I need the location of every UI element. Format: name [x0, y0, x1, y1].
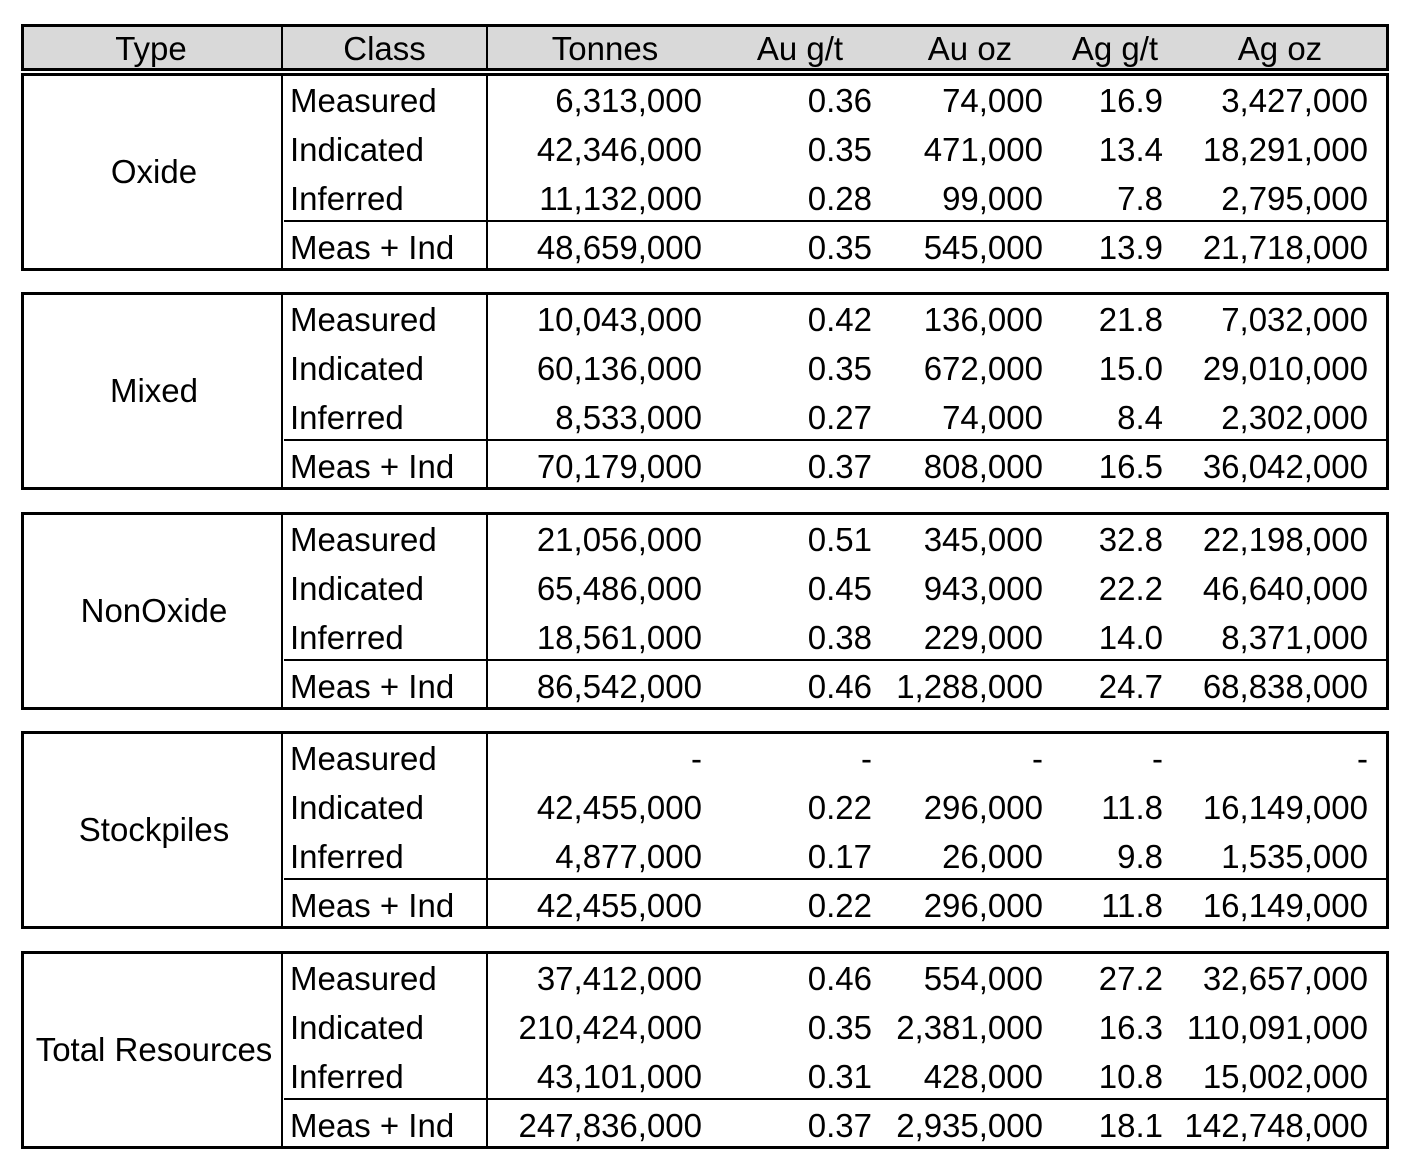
- ag-gt-cell: 11.8: [1101, 789, 1163, 826]
- ag-gt-cell: 32.8: [1098, 521, 1163, 558]
- au-gt-cell: 0.35: [807, 229, 872, 266]
- au-gt-cell: 0.17: [807, 838, 872, 875]
- class-cell: Meas + Ind: [290, 229, 455, 266]
- ag-oz-cell: 16,149,000: [1202, 789, 1368, 826]
- group-stockpiles: [21, 731, 1389, 929]
- tonnes-cell: 60,136,000: [536, 350, 702, 387]
- class-cell: Meas + Ind: [290, 668, 455, 705]
- table-row: [24, 174, 1386, 223]
- class-cell: Indicated: [290, 131, 424, 168]
- au-oz-cell: 99,000: [942, 180, 1043, 217]
- tonnes-cell: 247,836,000: [518, 1107, 702, 1144]
- subtotal-row: [24, 662, 1386, 711]
- ag-gt-cell: 16.5: [1098, 448, 1163, 485]
- subtotal-row: [24, 223, 1386, 272]
- tonnes-cell: 10,043,000: [536, 301, 702, 338]
- ag-oz-cell: 2,795,000: [1221, 180, 1368, 217]
- tonnes-cell: 70,179,000: [536, 448, 702, 485]
- ag-oz-cell: 18,291,000: [1202, 131, 1368, 168]
- au-oz-cell: 554,000: [923, 960, 1043, 997]
- class-cell: Indicated: [290, 570, 424, 607]
- table-row: [24, 734, 1386, 783]
- table-row: [24, 295, 1386, 344]
- ag-oz-cell: 68,838,000: [1202, 668, 1368, 705]
- header-type: Type: [115, 30, 187, 67]
- table-row: [24, 1052, 1386, 1101]
- tonnes-cell: 42,346,000: [536, 131, 702, 168]
- ag-gt-cell: 15.0: [1098, 350, 1163, 387]
- au-gt-cell: 0.27: [807, 399, 872, 436]
- au-gt-cell: 0.35: [807, 131, 872, 168]
- group-oxide: [21, 73, 1389, 271]
- table-row: [24, 954, 1386, 1003]
- class-cell: Measured: [290, 960, 437, 997]
- group-type-label: Mixed: [109, 372, 199, 409]
- au-oz-cell: 74,000: [942, 82, 1043, 119]
- au-oz-cell: 26,000: [942, 838, 1043, 875]
- ag-oz-cell: 16,149,000: [1202, 887, 1368, 924]
- au-oz-cell: 296,000: [923, 789, 1043, 826]
- au-oz-cell: 672,000: [923, 350, 1043, 387]
- table-row: [24, 832, 1386, 881]
- tonnes-cell: 48,659,000: [536, 229, 702, 266]
- group-type-label: Stockpiles: [78, 811, 230, 848]
- au-oz-cell: 808,000: [923, 448, 1043, 485]
- ag-gt-cell: 13.9: [1098, 229, 1163, 266]
- au-gt-cell: 0.51: [807, 521, 872, 558]
- class-cell: Inferred: [290, 180, 404, 217]
- tonnes-cell: 42,455,000: [536, 789, 702, 826]
- table-row: [24, 76, 1386, 125]
- ag-gt-cell: 24.7: [1098, 668, 1163, 705]
- tonnes-cell: 21,056,000: [536, 521, 702, 558]
- ag-oz-cell: 142,748,000: [1184, 1107, 1368, 1144]
- class-cell: Indicated: [290, 350, 424, 387]
- au-oz-cell: 74,000: [942, 399, 1043, 436]
- class-cell: Measured: [290, 521, 437, 558]
- ag-oz-cell: 15,002,000: [1202, 1058, 1368, 1095]
- ag-oz-cell: 29,010,000: [1202, 350, 1368, 387]
- au-gt-cell: 0.36: [807, 82, 872, 119]
- au-oz-cell: 545,000: [923, 229, 1043, 266]
- ag-gt-cell: 27.2: [1098, 960, 1163, 997]
- ag-gt-cell: 8.4: [1117, 399, 1163, 436]
- ag-gt-cell: -: [1152, 740, 1163, 777]
- ag-oz-cell: 2,302,000: [1221, 399, 1368, 436]
- ag-oz-cell: 46,640,000: [1202, 570, 1368, 607]
- tonnes-cell: 43,101,000: [536, 1058, 702, 1095]
- ag-gt-cell: 14.0: [1098, 619, 1163, 656]
- ag-oz-cell: 3,427,000: [1221, 82, 1368, 119]
- au-oz-cell: 136,000: [923, 301, 1043, 338]
- au-gt-cell: 0.46: [807, 960, 872, 997]
- tonnes-cell: 4,877,000: [555, 838, 702, 875]
- class-cell: Indicated: [290, 1009, 424, 1046]
- au-gt-cell: -: [861, 740, 872, 777]
- au-gt-cell: 0.35: [807, 350, 872, 387]
- au-gt-cell: 0.46: [807, 668, 872, 705]
- ag-oz-cell: 1,535,000: [1221, 838, 1368, 875]
- group-type-label: Oxide: [110, 153, 198, 190]
- au-oz-cell: 428,000: [923, 1058, 1043, 1095]
- class-cell: Meas + Ind: [290, 887, 455, 924]
- au-oz-cell: 2,935,000: [896, 1107, 1043, 1144]
- tonnes-cell: 8,533,000: [555, 399, 702, 436]
- au-oz-cell: 345,000: [923, 521, 1043, 558]
- header-au-gt: Au g/t: [756, 30, 844, 67]
- table-row: [24, 1003, 1386, 1052]
- column-divider: [486, 27, 488, 68]
- class-cell: Inferred: [290, 1058, 404, 1095]
- group-mixed: [21, 292, 1389, 490]
- au-gt-cell: 0.35: [807, 1009, 872, 1046]
- au-gt-cell: 0.45: [807, 570, 872, 607]
- ag-gt-cell: 10.8: [1098, 1058, 1163, 1095]
- au-gt-cell: 0.37: [807, 448, 872, 485]
- ag-gt-cell: 11.8: [1101, 887, 1163, 924]
- au-oz-cell: 1,288,000: [896, 668, 1043, 705]
- tonnes-cell: 65,486,000: [536, 570, 702, 607]
- ag-oz-cell: 21,718,000: [1202, 229, 1368, 266]
- class-cell: Meas + Ind: [290, 1107, 455, 1144]
- ag-oz-cell: -: [1357, 740, 1368, 777]
- au-gt-cell: 0.22: [807, 887, 872, 924]
- ag-oz-cell: 36,042,000: [1202, 448, 1368, 485]
- class-cell: Measured: [290, 82, 437, 119]
- ag-gt-cell: 7.8: [1117, 180, 1163, 217]
- au-gt-cell: 0.22: [807, 789, 872, 826]
- ag-oz-cell: 32,657,000: [1202, 960, 1368, 997]
- tonnes-cell: 86,542,000: [536, 668, 702, 705]
- ag-gt-cell: 21.8: [1098, 301, 1163, 338]
- ag-gt-cell: 18.1: [1098, 1107, 1163, 1144]
- group-type-label: Total Resources: [35, 1031, 273, 1068]
- tonnes-cell: 18,561,000: [536, 619, 702, 656]
- au-oz-cell: 229,000: [923, 619, 1043, 656]
- au-oz-cell: -: [1032, 740, 1043, 777]
- au-oz-cell: 943,000: [923, 570, 1043, 607]
- subtotal-row: [24, 442, 1386, 491]
- header-tonnes: Tonnes: [551, 30, 659, 67]
- table-row: [24, 564, 1386, 613]
- group-type-label: NonOxide: [80, 592, 228, 629]
- au-gt-cell: 0.28: [807, 180, 872, 217]
- au-gt-cell: 0.42: [807, 301, 872, 338]
- table-row: [24, 344, 1386, 393]
- table-row: [24, 613, 1386, 662]
- subtotal-row: [24, 881, 1386, 930]
- header-class: Class: [343, 30, 426, 67]
- header-au-oz: Au oz: [927, 30, 1013, 67]
- group-total-resources: [21, 951, 1389, 1149]
- au-gt-cell: 0.38: [807, 619, 872, 656]
- class-cell: Inferred: [290, 838, 404, 875]
- ag-gt-cell: 16.3: [1098, 1009, 1163, 1046]
- tonnes-cell: 6,313,000: [555, 82, 702, 119]
- table-row: [24, 125, 1386, 174]
- subtotal-row: [24, 1101, 1386, 1150]
- header-ag-gt: Ag g/t: [1071, 30, 1159, 67]
- class-cell: Indicated: [290, 789, 424, 826]
- ag-gt-cell: 9.8: [1117, 838, 1163, 875]
- ag-gt-cell: 16.9: [1098, 82, 1163, 119]
- au-gt-cell: 0.31: [807, 1058, 872, 1095]
- class-cell: Meas + Ind: [290, 448, 455, 485]
- class-cell: Measured: [290, 301, 437, 338]
- ag-oz-cell: 8,371,000: [1221, 619, 1368, 656]
- tonnes-cell: 11,132,000: [539, 180, 702, 217]
- au-oz-cell: 471,000: [923, 131, 1043, 168]
- tonnes-cell: 210,424,000: [518, 1009, 702, 1046]
- table-row: [24, 515, 1386, 564]
- au-oz-cell: 296,000: [923, 887, 1043, 924]
- ag-oz-cell: 7,032,000: [1221, 301, 1368, 338]
- ag-oz-cell: 22,198,000: [1202, 521, 1368, 558]
- group-nonoxide: [21, 512, 1389, 710]
- class-cell: Measured: [290, 740, 437, 777]
- class-cell: Inferred: [290, 619, 404, 656]
- table-row: [24, 393, 1386, 442]
- au-gt-cell: 0.37: [807, 1107, 872, 1144]
- ag-gt-cell: 13.4: [1098, 131, 1163, 168]
- tonnes-cell: 42,455,000: [536, 887, 702, 924]
- tonnes-cell: -: [691, 740, 702, 777]
- tonnes-cell: 37,412,000: [536, 960, 702, 997]
- table-row: [24, 783, 1386, 832]
- au-oz-cell: 2,381,000: [896, 1009, 1043, 1046]
- class-cell: Inferred: [290, 399, 404, 436]
- header-ag-oz: Ag oz: [1237, 30, 1323, 67]
- ag-oz-cell: 110,091,000: [1186, 1009, 1368, 1046]
- ag-gt-cell: 22.2: [1098, 570, 1163, 607]
